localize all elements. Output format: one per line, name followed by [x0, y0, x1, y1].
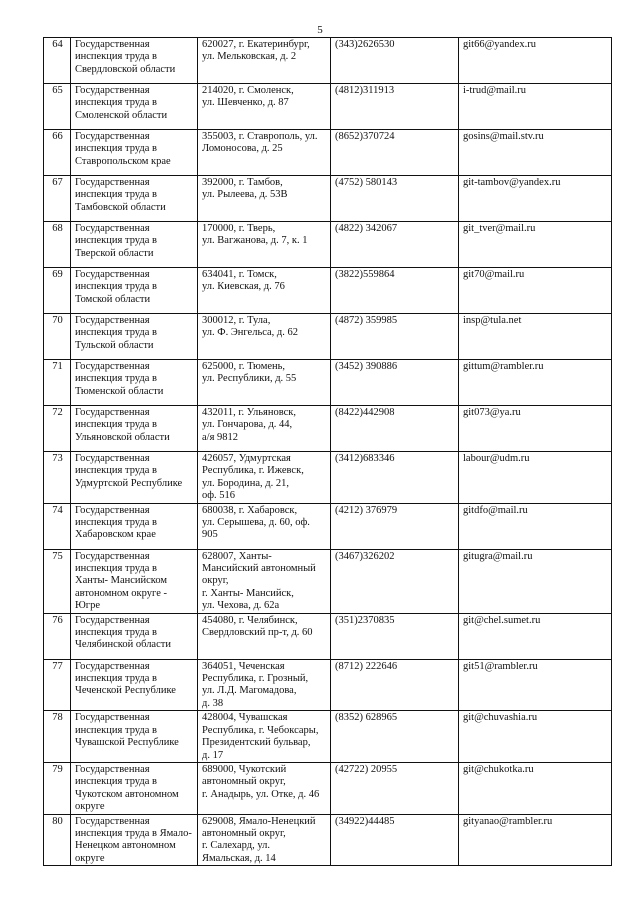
row-number: 74 — [44, 503, 71, 549]
phone: (3467)326202 — [331, 549, 459, 613]
phone: (351)2370835 — [331, 613, 459, 659]
address: 680038, г. Хабаровск, ул. Серышева, д. 60, оф. 905 — [198, 503, 331, 549]
row-number: 76 — [44, 613, 71, 659]
inspection-name: Государственная инспекция труда в Чеченской Республике — [71, 659, 198, 711]
table-row — [44, 406, 612, 452]
row-number: 71 — [44, 360, 71, 406]
table-row — [44, 268, 612, 314]
email: gitugra@mail.ru — [459, 549, 612, 613]
address: 355003, г. Ставрополь, ул. Ломоносова, д. 25 — [198, 130, 331, 176]
phone: (3822)559864 — [331, 268, 459, 314]
row-number: 78 — [44, 711, 71, 763]
table-row — [44, 762, 612, 814]
inspection-name: Государственная инспекция труда в Ульяновской области — [71, 406, 198, 452]
phone: (8712) 222646 — [331, 659, 459, 711]
row-number: 79 — [44, 762, 71, 814]
inspection-name: Государственная инспекция труда в Тульской области — [71, 314, 198, 360]
phone: (34922)44485 — [331, 814, 459, 866]
table-row — [44, 452, 612, 504]
email: labour@udm.ru — [459, 452, 612, 504]
inspection-name: Государственная инспекция труда в Удмуртской Республике — [71, 452, 198, 504]
table-row — [44, 176, 612, 222]
phone: (8422)442908 — [331, 406, 459, 452]
table-row — [44, 503, 612, 549]
address: 629008, Ямало-Ненецкий автономный округ, г. Салехард, ул. Ямальская, д. 14 — [198, 814, 331, 866]
address: 628007, Ханты- Мансийский автономный округ, г. Ханты- Мансийск, ул. Чехова, д. 62а — [198, 549, 331, 613]
inspection-name: Государственная инспекция труда в Челябинской области — [71, 613, 198, 659]
email: git073@ya.ru — [459, 406, 612, 452]
inspection-name: Государственная инспекция труда в Томской области — [71, 268, 198, 314]
phone: (3452) 390886 — [331, 360, 459, 406]
email: git@chukotka.ru — [459, 762, 612, 814]
labour-inspection-directory-table — [43, 37, 612, 866]
address: 689000, Чукотский автономный округ, г. Анадырь, ул. Отке, д. 46 — [198, 762, 331, 814]
address: 300012, г. Тула, ул. Ф. Энгельса, д. 62 — [198, 314, 331, 360]
row-number: 77 — [44, 659, 71, 711]
row-number: 67 — [44, 176, 71, 222]
address: 625000, г. Тюмень, ул. Республики, д. 55 — [198, 360, 331, 406]
email: gityanao@rambler.ru — [459, 814, 612, 866]
email: gosins@mail.stv.ru — [459, 130, 612, 176]
address: 620027, г. Екатеринбург, ул. Мельковская, д. 2 — [198, 38, 331, 84]
page-number: 5 — [317, 24, 323, 36]
address: 170000, г. Тверь, ул. Вагжанова, д. 7, к. 1 — [198, 222, 331, 268]
email: gittum@rambler.ru — [459, 360, 612, 406]
inspection-name: Государственная инспекция труда в Ямало- Ненецком автономном округе — [71, 814, 198, 866]
table-row — [44, 222, 612, 268]
row-number: 65 — [44, 84, 71, 130]
phone: (4212) 376979 — [331, 503, 459, 549]
phone: (4752) 580143 — [331, 176, 459, 222]
email: git@chuvashia.ru — [459, 711, 612, 763]
inspection-name: Государственная инспекция труда в Тверской области — [71, 222, 198, 268]
email: git70@mail.ru — [459, 268, 612, 314]
table-row — [44, 613, 612, 659]
phone: (42722) 20955 — [331, 762, 459, 814]
email: git-tambov@yandex.ru — [459, 176, 612, 222]
inspection-name: Государственная инспекция труда в Свердловской области — [71, 38, 198, 84]
address: 214020, г. Смоленск, ул. Шевченко, д. 87 — [198, 84, 331, 130]
table-row — [44, 84, 612, 130]
row-number: 75 — [44, 549, 71, 613]
table-row — [44, 549, 612, 613]
email: git@chel.sumet.ru — [459, 613, 612, 659]
phone: (4872) 359985 — [331, 314, 459, 360]
row-number: 69 — [44, 268, 71, 314]
email: git_tver@mail.ru — [459, 222, 612, 268]
email: git51@rambler.ru — [459, 659, 612, 711]
address: 426057, Удмуртская Республика, г. Ижевск, ул. Бородина, д. 21, оф. 516 — [198, 452, 331, 504]
row-number: 64 — [44, 38, 71, 84]
table-row — [44, 360, 612, 406]
inspection-name: Государственная инспекция труда в Тамбовской области — [71, 176, 198, 222]
table-row — [44, 38, 612, 84]
table-row — [44, 711, 612, 763]
table-row — [44, 659, 612, 711]
address: 392000, г. Тамбов, ул. Рылеева, д. 53В — [198, 176, 331, 222]
email: i-trud@mail.ru — [459, 84, 612, 130]
table-row — [44, 130, 612, 176]
row-number: 73 — [44, 452, 71, 504]
row-number: 66 — [44, 130, 71, 176]
email: git66@yandex.ru — [459, 38, 612, 84]
row-number: 72 — [44, 406, 71, 452]
inspection-name: Государственная инспекция труда в Чувашской Республике — [71, 711, 198, 763]
row-number: 68 — [44, 222, 71, 268]
phone: (4822) 342067 — [331, 222, 459, 268]
inspection-name: Государственная инспекция труда в Чукотском автономном округе — [71, 762, 198, 814]
phone: (343)2626530 — [331, 38, 459, 84]
inspection-name: Государственная инспекция труда в Ставропольском крае — [71, 130, 198, 176]
email: insp@tula.net — [459, 314, 612, 360]
address: 454080, г. Челябинск, Свердловский пр-т, д. 60 — [198, 613, 331, 659]
inspection-name: Государственная инспекция труда в Смоленской области — [71, 84, 198, 130]
address: 364051, Чеченская Республика, г. Грозный, ул. Л.Д. Магомадова, д. 38 — [198, 659, 331, 711]
address: 428004, Чувашская Республика, г. Чебоксары, Президентский бульвар, д. 17 — [198, 711, 331, 763]
address: 634041, г. Томск, ул. Киевская, д. 76 — [198, 268, 331, 314]
row-number: 80 — [44, 814, 71, 866]
address: 432011, г. Ульяновск, ул. Гончарова, д. 44, а/я 9812 — [198, 406, 331, 452]
inspection-name: Государственная инспекция труда в Тюменской области — [71, 360, 198, 406]
inspection-name: Государственная инспекция труда в Ханты- Мансийском автономном округе - Югре — [71, 549, 198, 613]
phone: (4812)311913 — [331, 84, 459, 130]
row-number: 70 — [44, 314, 71, 360]
phone: (3412)683346 — [331, 452, 459, 504]
table-row — [44, 314, 612, 360]
inspection-name: Государственная инспекция труда в Хабаровском крае — [71, 503, 198, 549]
email: gitdfo@mail.ru — [459, 503, 612, 549]
table-row — [44, 814, 612, 866]
phone: (8652)370724 — [331, 130, 459, 176]
phone: (8352) 628965 — [331, 711, 459, 763]
